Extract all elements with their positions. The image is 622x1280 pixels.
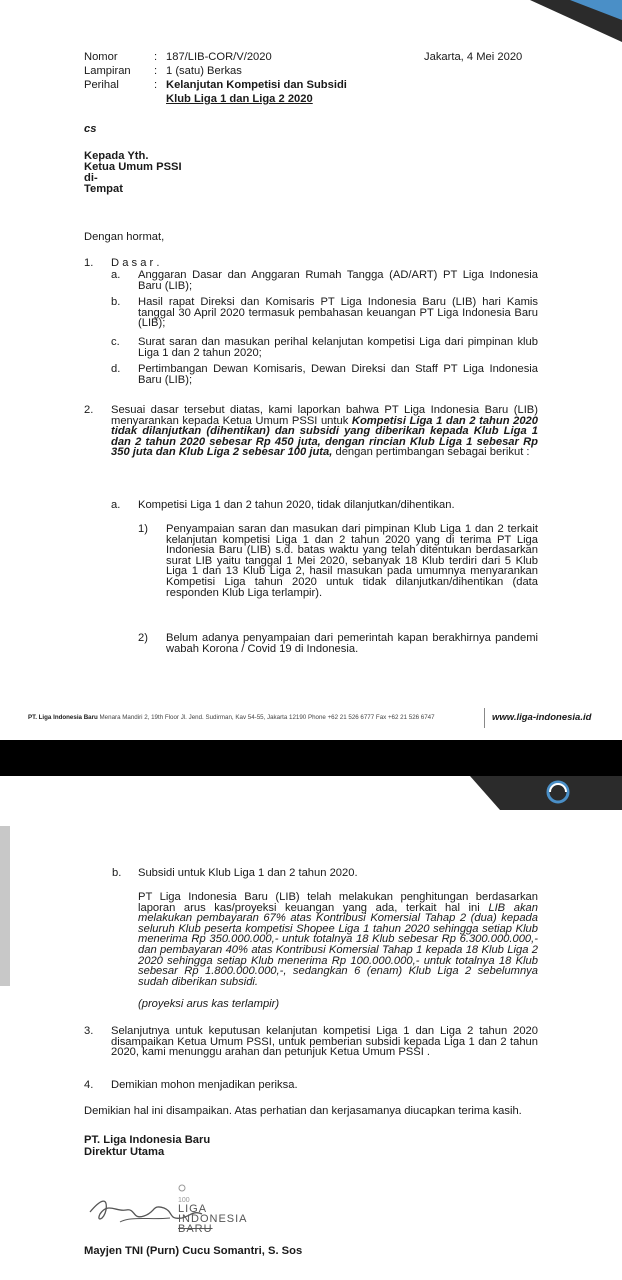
footer-company: PT. Liga Indonesia Baru	[28, 714, 98, 721]
recipient-line: Kepada Yth.	[84, 150, 149, 162]
paragraph-emphasis: tidak dilanjutkan (dihentikan) dan subsidi yang diberikan kepada Klub Liga 1 dan 2 tahun 2020 sebesar Rp 450 juta, dengan rincian Klub Liga 1 sebesar Rp 350 juta dan Klub Liga 2 sebesar 100 juta,	[111, 425, 538, 459]
recipient-line: di-	[84, 172, 98, 184]
item-text: Kompetisi Liga 1 dan 2 tahun 2020, tidak dilanjutkan/dihentikan.	[138, 499, 455, 511]
item-text: Surat saran dan masukan perihal kelanjutan kompetisi Liga dari pimpinan klub Liga 1 dan 2 tahun 2020;	[138, 336, 538, 359]
item-title: Subsidi untuk Klub Liga 1 dan 2 tahun 2020.	[138, 867, 358, 879]
nomor-value: 187/LIB-COR/V/2020	[166, 51, 272, 63]
colon: :	[154, 79, 158, 91]
lampiran-value: 1 (satu) Berkas	[166, 65, 242, 77]
corner-logo-line: BARU	[102, 791, 117, 797]
attachment-note: (proyeksi arus kas terlampir)	[138, 998, 280, 1010]
colon: :	[154, 65, 158, 77]
paragraph-text: PT Liga Indonesia Baru (LIB) telah melakukan penghitungan berdasarkan laporan arus kas/proyeksi keuangan yang ada, terkait hal ini	[138, 891, 538, 914]
paragraph-text: Sesuai dasar tersebut diatas, kami laporkan bahwa PT Liga Indonesia Baru (LIB) menyarankan kepada Ketua Umum PSSI untuk	[111, 404, 538, 427]
signature-block	[84, 1134, 210, 1158]
point-text: Penyampaian saran dan masukan dari pimpinan Klub Liga 1 dan 2 terkait kelanjutan kompetisi Liga 1 dan 2 tahun 2020 yang di terima PT Liga Indonesia Baru (LIB) s.d. batas waktu yang telah ditentukan berdasarkan surat LIB yaitu tanggal 1 Mei 2020, sebanyak 18 Klub terdiri dari 5 Klub Liga 1 dan 13 Klub Liga 2, hasil masukan pada umumnya menyarankan Kompetisi Liga tahun 2020 untuk tidak dilanjutkan/dihentikan (data responden Klub Liga terlampir).	[166, 523, 538, 599]
item-text: Anggaran Dasar dan Anggaran Rumah Tangga (AD/ART) PT Liga Indonesia Baru (LIB);	[138, 269, 538, 292]
corner-logo-line: LIGA	[102, 781, 114, 787]
greeting: Dengan hormat,	[84, 231, 165, 243]
section-number: 4.	[84, 1079, 94, 1091]
corner-logo-text	[102, 782, 130, 797]
letter-header	[84, 52, 384, 108]
footer-address-text: Menara Mandiri 2, 19th Floor Jl. Jend. Sudirman, Kav 54-55, Jakarta 12190 Phone +62 21 526 6777 Fax +62 21 526 6747	[99, 714, 435, 721]
perihal-label: Perihal	[84, 79, 119, 91]
stamp-line: INDONESIA	[178, 1213, 248, 1225]
section-4-text: Demikian mohon menjadikan periksa.	[111, 1079, 298, 1091]
point-number: 1)	[138, 523, 148, 535]
closing-text: Demikian hal ini disampaikan. Atas perhatian dan kerjasamanya diucapkan terima kasih.	[84, 1105, 522, 1117]
paragraph-emphasis: Kompetisi Liga 1 dan 2 tahun 2020	[351, 414, 538, 427]
corner-logo-line: INDONESIA	[102, 786, 130, 792]
signature-company: PT. Liga Indonesia Baru	[84, 1134, 211, 1146]
item-letter: b.	[111, 296, 121, 308]
footer-divider	[484, 708, 485, 728]
point-text: Belum adanya penyampaian dari pemerintah kapan berakhirnya pandemi wabah Korona / Covid 19 di Indonesia.	[166, 632, 538, 655]
place-date: Jakarta, 4 Mei 2020	[424, 51, 523, 63]
footer-website[interactable]: www.liga-indonesia.id	[492, 712, 592, 723]
svg-text:100: 100	[178, 1197, 190, 1204]
footer-address	[28, 714, 435, 721]
section-2-paragraph	[111, 405, 538, 458]
item-letter: b.	[112, 867, 122, 879]
item-text: Hasil rapat Direksi dan Komisaris PT Liga Indonesia Baru (LIB) hari Kamis tanggal 30 April 2020 termasuk pembahasan keuangan PT Liga Indonesia Baru (LIB);	[138, 296, 538, 330]
point-number: 2)	[138, 632, 148, 644]
signatory-name: Mayjen TNI (Purn) Cucu Somantri, S. Sos	[84, 1245, 303, 1257]
item-letter: a.	[111, 269, 121, 281]
section-title: D a s a r .	[111, 257, 160, 269]
subsidy-paragraph	[138, 892, 538, 987]
section-number: 3.	[84, 1025, 94, 1037]
cc-mark: cs	[84, 123, 97, 135]
colon: :	[154, 51, 158, 63]
item-letter: d.	[111, 363, 121, 375]
stamp-logo	[178, 1204, 248, 1234]
perihal-value-line-2: Klub Liga 1 dan Liga 2 2020	[166, 93, 313, 105]
section-3-text: Selanjutnya untuk keputusan kelanjutan kompetisi Liga 1 dan Liga 2 tahun 2020 disampaikan Ketua Umum PSSI, untuk pemberian subsidi kepada Liga 1 dan 2 tahun 2020, kami menunggu arahan dan petunjuk Ketua Umum PSSI .	[111, 1025, 538, 1059]
recipient-line: Ketua Umum PSSI	[84, 161, 182, 173]
section-number: 1.	[84, 257, 94, 269]
perihal-value: Kelanjutan Kompetisi dan Subsidi	[166, 79, 347, 91]
paragraph-text: dengan pertimbangan sebagai berikut :	[332, 446, 530, 459]
item-letter: c.	[111, 336, 120, 348]
lampiran-label: Lampiran	[84, 65, 131, 77]
corner-decoration	[470, 776, 622, 810]
signature-title: Direktur Utama	[84, 1146, 165, 1158]
paragraph-italic: LIB akan melakukan pembayaran 67% atas Kontribusi Komersial Tahap 2 (dua) kepada seluruh Klub peserta kompetisi Shopee Liga 1 tahun 2020 sehingga setiap Klub menerima Rp 350.000.000,- untuk totalnya 18 Klub sebesar Rp 6.300.000.000,- dan pembayaran 40% atas Kontribusi Komersial Tahap 1 kepada 18 Klub Liga 2 2020 sehingga setiap Klub menerima Rp 100.000.000,- untuk totalnya 18 Klub sebesar Rp 1.800.000.000,-, sedangkan 6 (enam) Klub Liga 2 sebelumnya sudah diberikan subsidi.	[138, 901, 538, 988]
item-letter: a.	[111, 499, 121, 511]
recipient-line: Tempat	[84, 183, 123, 195]
stamp-line: BARU	[178, 1223, 213, 1235]
stamp-line: LIGA	[178, 1203, 208, 1215]
letter-page-2	[0, 776, 622, 1280]
recipient	[84, 151, 182, 195]
nomor-label: Nomor	[84, 51, 118, 63]
page-edge-shadow	[0, 826, 14, 986]
item-text: Pertimbangan Dewan Komisaris, Dewan Direksi dan Staff PT Liga Indonesia Baru (LIB);	[138, 363, 538, 386]
corner-decoration	[500, 0, 622, 42]
section-number: 2.	[84, 404, 94, 416]
